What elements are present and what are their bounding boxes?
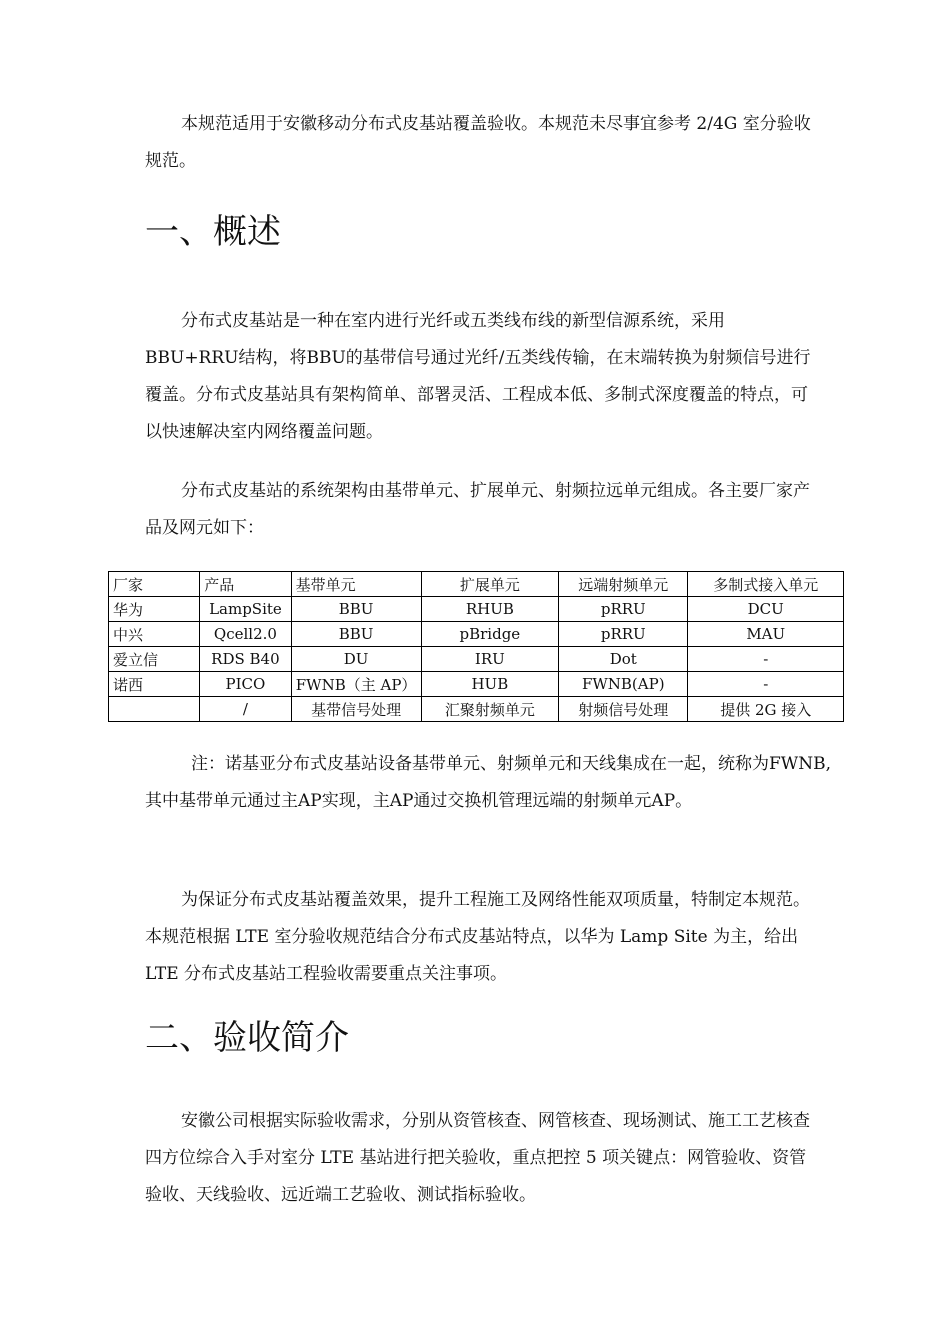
table-cell: RDS B40 — [200, 647, 291, 672]
table-row — [109, 597, 844, 622]
table-header-cell: 远端射频单元 — [559, 572, 688, 597]
table-cell: PICO — [200, 672, 291, 697]
table-cell: 射频信号处理 — [559, 697, 688, 722]
table-cell: MAU — [688, 622, 844, 647]
table-cell: 中兴 — [109, 622, 200, 647]
table-row — [109, 622, 844, 647]
note-paragraph: 注：诺基亚分布式皮基站设备基带单元、射频单元和天线集成在一起，统称为FWNB,其中基带单元通过主AP实现，主AP通过交换机管理远端的射频单元AP。 — [145, 754, 832, 811]
table-cell — [109, 697, 200, 722]
table-row — [109, 672, 844, 697]
table-cell: LampSite — [200, 597, 291, 622]
table-cell: pRRU — [559, 622, 688, 647]
table-cell: 诺西 — [109, 672, 200, 697]
table-header-cell: 基带单元 — [291, 572, 421, 597]
table-cell: IRU — [421, 647, 558, 672]
table-header-cell: 厂家 — [109, 572, 200, 597]
table-cell: 基带信号处理 — [291, 697, 421, 722]
table-header-cell: 多制式接入单元 — [688, 572, 844, 597]
table-cell: BBU — [291, 622, 421, 647]
section-heading-overview: 一、概述 — [145, 212, 281, 252]
table-header-cell: 产品 — [200, 572, 291, 597]
table-cell: BBU — [291, 597, 421, 622]
vendor-product-table — [108, 571, 844, 722]
table-cell: pRRU — [559, 597, 688, 622]
section-heading-acceptance: 二、验收简介 — [145, 1018, 349, 1058]
acceptance-paragraph: 安徽公司根据实际验收需求，分别从资管核查、网管核查、现场测试、施工工艺核查四方位综合入手对室分 LTE 基站进行把关验收，重点把控 5 项关键点：网管验收、资管验收、天线验收、远近端工艺验收、测试指标验收。 — [145, 1111, 810, 1205]
table-cell: 汇聚射频单元 — [421, 697, 558, 722]
table-cell: Qcell2.0 — [200, 622, 291, 647]
table-cell: - — [688, 672, 844, 697]
overview-paragraph-1: 分布式皮基站是一种在室内进行光纤或五类线布线的新型信源系统，采用BBU+RRU结构，将BBU的基带信号通过光纤/五类线传输，在末端转换为射频信号进行覆盖。分布式皮基站具有架构简单、部署灵活、工程成本低、多制式深度覆盖的特点，可以快速解决室内网络覆盖问题。 — [145, 311, 811, 442]
table-cell: DCU — [688, 597, 844, 622]
table-row — [109, 697, 844, 722]
table-cell: FWNB（主 AP） — [291, 672, 421, 697]
intro-paragraph: 本规范适用于安徽移动分布式皮基站覆盖验收。本规范未尽事宜参考 2/4G 室分验收规范。 — [145, 114, 811, 171]
table-cell: HUB — [421, 672, 558, 697]
overview-paragraph-2: 分布式皮基站的系统架构由基带单元、扩展单元、射频拉远单元组成。各主要厂家产品及网元如下： — [145, 481, 810, 538]
table-cell: 提供 2G 接入 — [688, 697, 844, 722]
table-cell: 华为 — [109, 597, 200, 622]
table-row — [109, 647, 844, 672]
table-cell: RHUB — [421, 597, 558, 622]
table-cell: FWNB(AP) — [559, 672, 688, 697]
table-cell: / — [200, 697, 291, 722]
table-header-cell: 扩展单元 — [421, 572, 558, 597]
table-cell: - — [688, 647, 844, 672]
table-cell: DU — [291, 647, 421, 672]
table-header-row — [109, 572, 844, 597]
table-cell: Dot — [559, 647, 688, 672]
table-cell: 爱立信 — [109, 647, 200, 672]
overview-paragraph-3: 为保证分布式皮基站覆盖效果，提升工程施工及网络性能双项质量，特制定本规范。本规范根据 LTE 室分验收规范结合分布式皮基站特点，以华为 Lamp Site 为主，给出 LTE 分布式皮基站工程验收需要重点关注事项。 — [145, 890, 810, 984]
table-cell: pBridge — [421, 622, 558, 647]
